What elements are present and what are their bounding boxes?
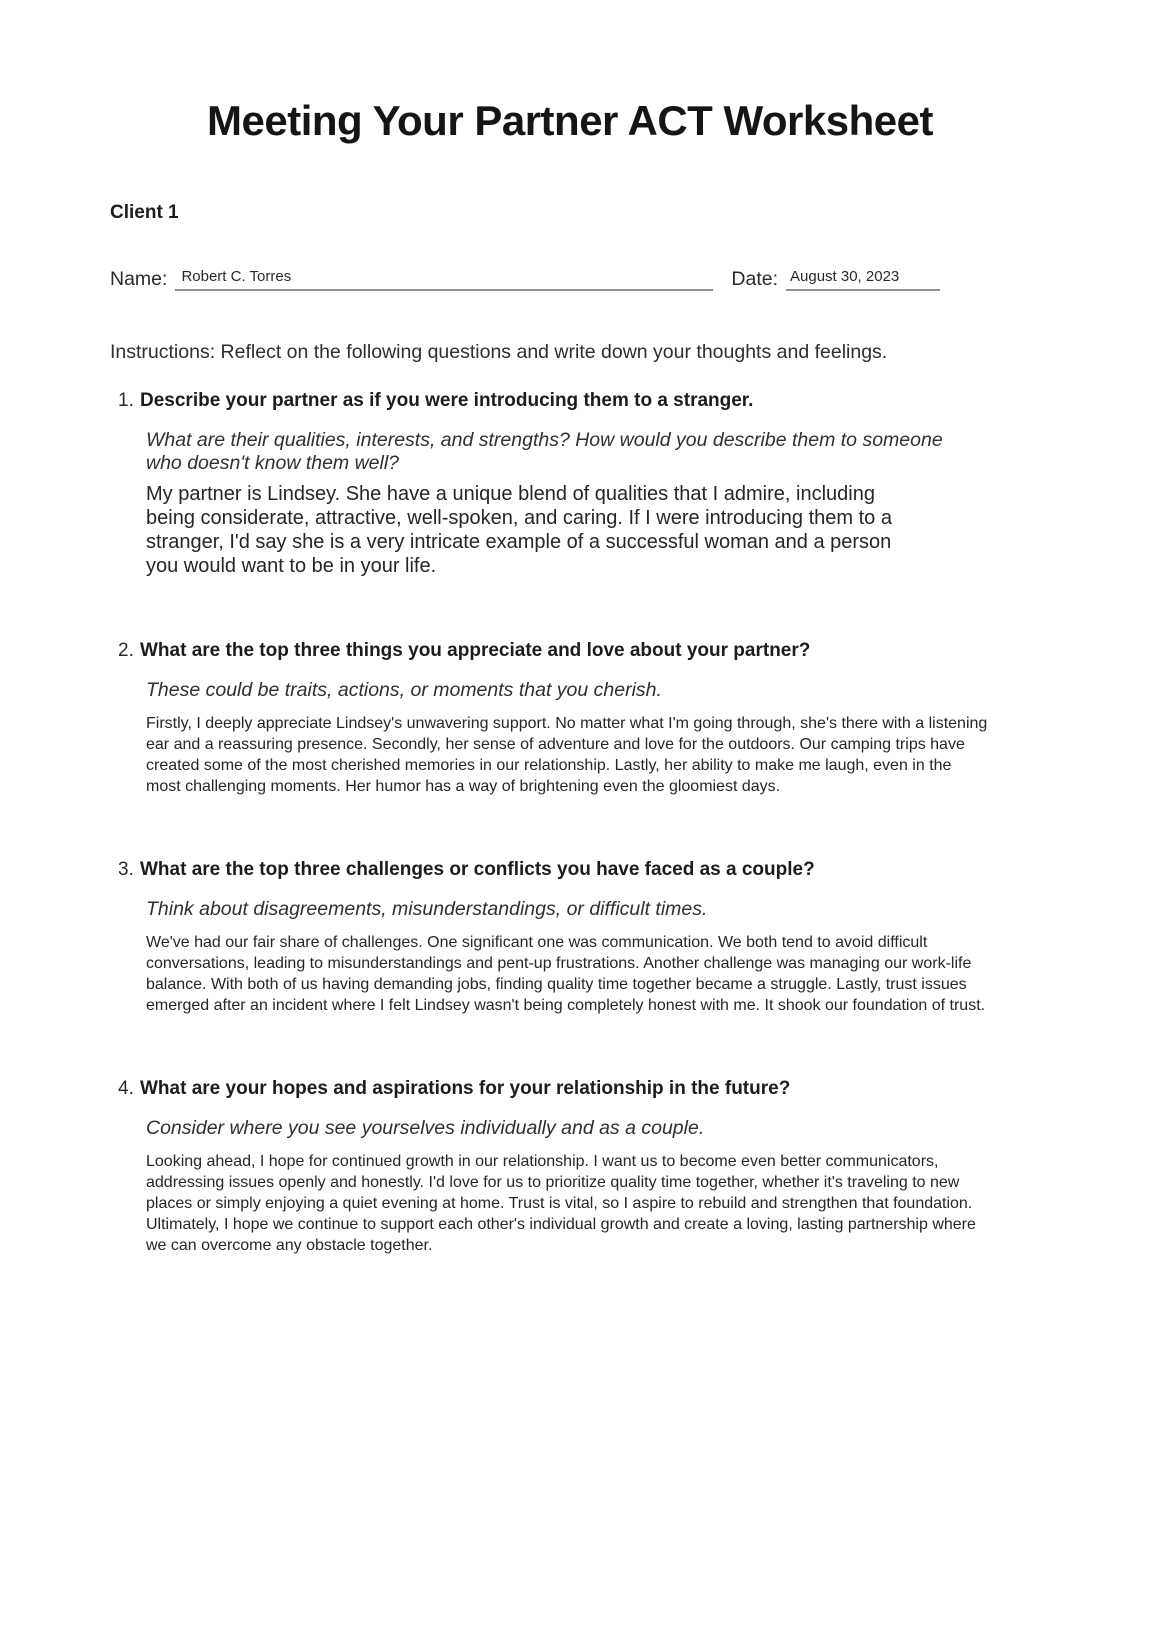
question-2-text: What are the top three things you appreciate and love about your partner? bbox=[140, 640, 811, 661]
question-1-answer: My partner is Lindsey. She have a unique blend of qualities that I admire, including being considerate, attractive, well-spoken, and caring. If I were introducing them to a stranger, I'd say she is a very intricate example of a successful woman and a person you would want to be in your life. bbox=[146, 483, 892, 577]
date-underline-field bbox=[786, 268, 940, 291]
question-1-number: 1. bbox=[118, 390, 134, 411]
question-item-4 bbox=[110, 1078, 1066, 1256]
question-4-text: What are your hopes and aspirations for your relationship in the future? bbox=[140, 1078, 791, 1099]
name-value: Robert C. Torres bbox=[181, 268, 292, 285]
name-underline-field bbox=[175, 268, 713, 291]
question-item-3 bbox=[110, 859, 1066, 1016]
instructions-text: Instructions: Reflect on the following questions and write down your thoughts and feelings. bbox=[110, 341, 888, 363]
question-3-content bbox=[146, 898, 1066, 1016]
date-label: Date: bbox=[731, 268, 778, 290]
question-3-answer: We've had our fair share of challenges. One significant one was communication. We both tend to avoid difficult conversations, leading to misunderstandings and pent-up frustrations. Another challenge was managing our work-life balance. With both of us having demanding jobs, finding quality time together became a struggle. Lastly, trust issues emerged after an incident where I felt Lindsey wasn't being completely honest with me. It shook our foundation of trust. bbox=[146, 934, 986, 1014]
client-heading: Client 1 bbox=[110, 202, 179, 223]
question-2-number: 2. bbox=[118, 640, 134, 661]
question-2-answer: Firstly, I deeply appreciate Lindsey's unwavering support. No matter what I'm going through, she's there with a listening ear and a reassuring presence. Secondly, her sense of adventure and love for the outdoors. Our camping trips have created some of the most cherished memories in our relationship. Lastly, her ability to make me laugh, even in the most challenging moments. Her humor has a way of brightening even the gloomiest days. bbox=[146, 715, 988, 795]
question-4-number: 4. bbox=[118, 1078, 134, 1099]
question-item-1 bbox=[110, 390, 1066, 578]
question-1-prompt: What are their qualities, interests, and strengths? How would you describe them to someone who doesn't know them well? bbox=[146, 429, 943, 474]
page-title: Meeting Your Partner ACT Worksheet bbox=[207, 97, 933, 144]
question-4-content bbox=[146, 1117, 1066, 1256]
question-3-text: What are the top three challenges or conflicts you have faced as a couple? bbox=[140, 859, 815, 880]
question-1-title bbox=[110, 390, 1066, 412]
question-1-content bbox=[146, 429, 1066, 578]
date-value: August 30, 2023 bbox=[790, 268, 900, 285]
question-item-2 bbox=[110, 640, 1066, 797]
question-2-prompt: These could be traits, actions, or moments that you cherish. bbox=[146, 679, 662, 701]
question-3-prompt: Think about disagreements, misunderstandings, or difficult times. bbox=[146, 898, 708, 920]
question-1-text: Describe your partner as if you were introducing them to a stranger. bbox=[140, 390, 754, 411]
question-2-content bbox=[146, 679, 1066, 797]
question-2-title bbox=[110, 640, 1066, 662]
question-4-title bbox=[110, 1078, 1066, 1100]
question-3-number: 3. bbox=[118, 859, 134, 880]
question-4-answer: Looking ahead, I hope for continued growth in our relationship. I want us to become even better communicators, addressing issues openly and honestly. I'd love for us to prioritize quality time together, whether it's traveling to new places or simply enjoying a quiet evening at home. Trust is vital, so I aspire to rebuild and strengthen that foundation. Ultimately, I hope we continue to support each other's individual growth and create a loving, lasting partnership where we can overcome any obstacle together. bbox=[146, 1153, 976, 1254]
name-date-row bbox=[110, 268, 940, 291]
name-label: Name: bbox=[110, 268, 168, 290]
question-3-title bbox=[110, 859, 1066, 881]
question-4-prompt: Consider where you see yourselves individually and as a couple. bbox=[146, 1117, 705, 1139]
